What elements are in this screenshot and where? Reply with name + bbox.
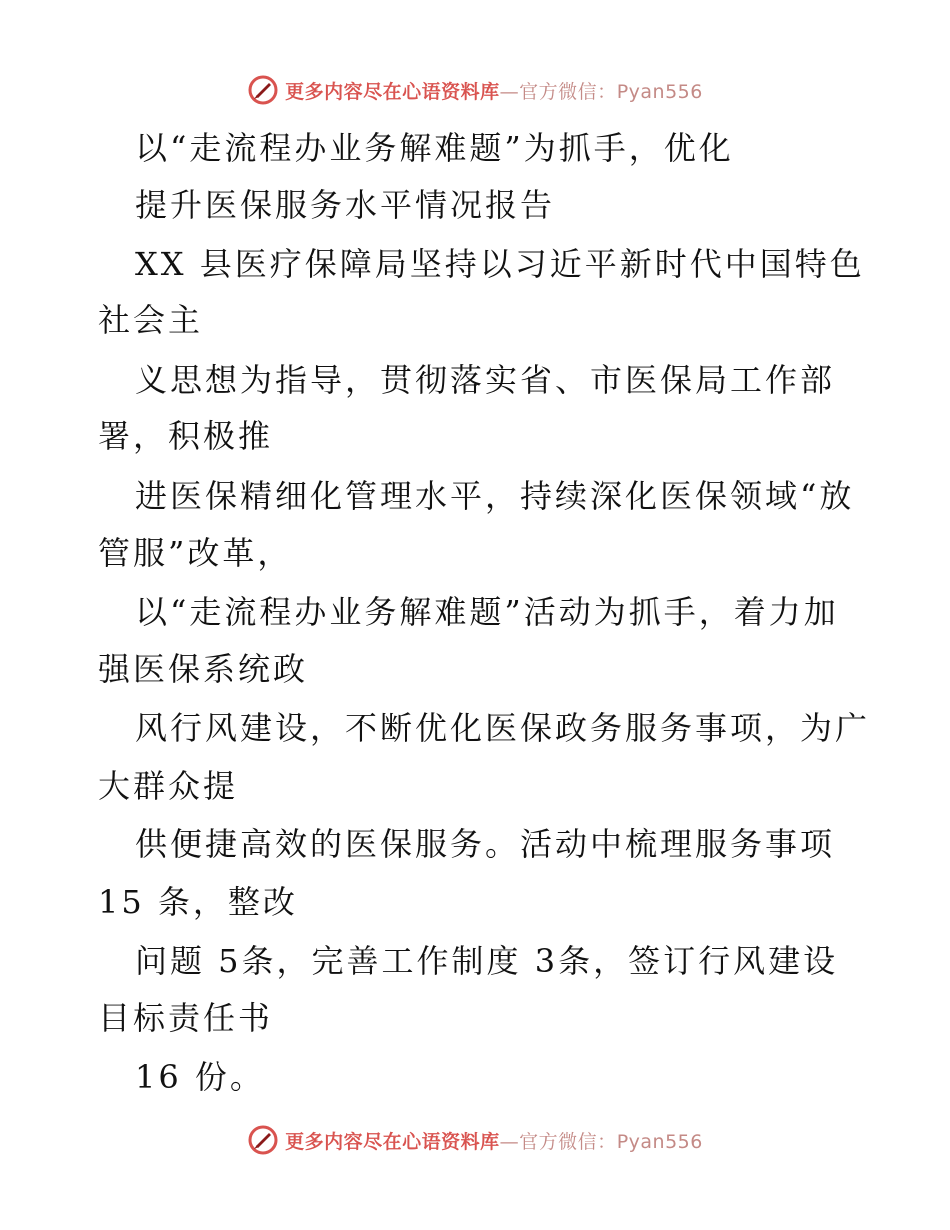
watermark-text [285,77,703,104]
doc-line: 供便捷高效的医保服务。活动中梳理服务事项 [135,825,836,863]
doc-line: 以“走流程办业务解难题”活动为抓手，着力加 [135,593,839,631]
watermark-text-wechat: —官方微信： [499,1130,617,1153]
doc-line: 问题 5条，完善工作制度 3条，签订行风建设 [135,942,839,980]
watermark-text-id: Pyan556 [616,1130,703,1153]
watermark-text-id: Pyan556 [616,80,703,103]
doc-line: 强医保系统政 [98,650,309,688]
doc-line: 提升医保服务水平情况报告 [135,186,556,224]
watermark-text-main: 更多内容尽在心语资料库 [285,1130,500,1153]
doc-line: 社会主 [98,301,204,339]
watermark-logo-icon [247,74,279,106]
doc-line: 大群众提 [98,767,239,805]
footer-watermark [0,1120,950,1160]
watermark-text [285,1127,703,1154]
doc-line: 进医保精细化管理水平，持续深化医保领域“放 [135,477,855,515]
watermark-text-main: 更多内容尽在心语资料库 [285,80,500,103]
doc-line: XX 县医疗保障局坚持以习近平新时代中国特色 [135,245,865,283]
doc-line: 署，积极推 [98,417,274,455]
watermark-text-wechat: —官方微信： [499,80,617,103]
doc-line: 以“走流程办业务解难题”为抓手，优化 [135,129,734,167]
doc-line: 风行风建设，不断优化医保政务服务事项，为广 [135,709,871,747]
header-watermark [0,70,950,110]
doc-line: 目标责任书 [98,999,274,1037]
watermark-logo-icon [247,1124,279,1156]
doc-line: 管服”改革， [98,534,293,572]
doc-line: 16 份。 [135,1058,265,1096]
doc-line: 义思想为指导，贯彻落实省、市医保局工作部 [135,361,836,399]
doc-line: 15 条，整改 [98,883,298,921]
